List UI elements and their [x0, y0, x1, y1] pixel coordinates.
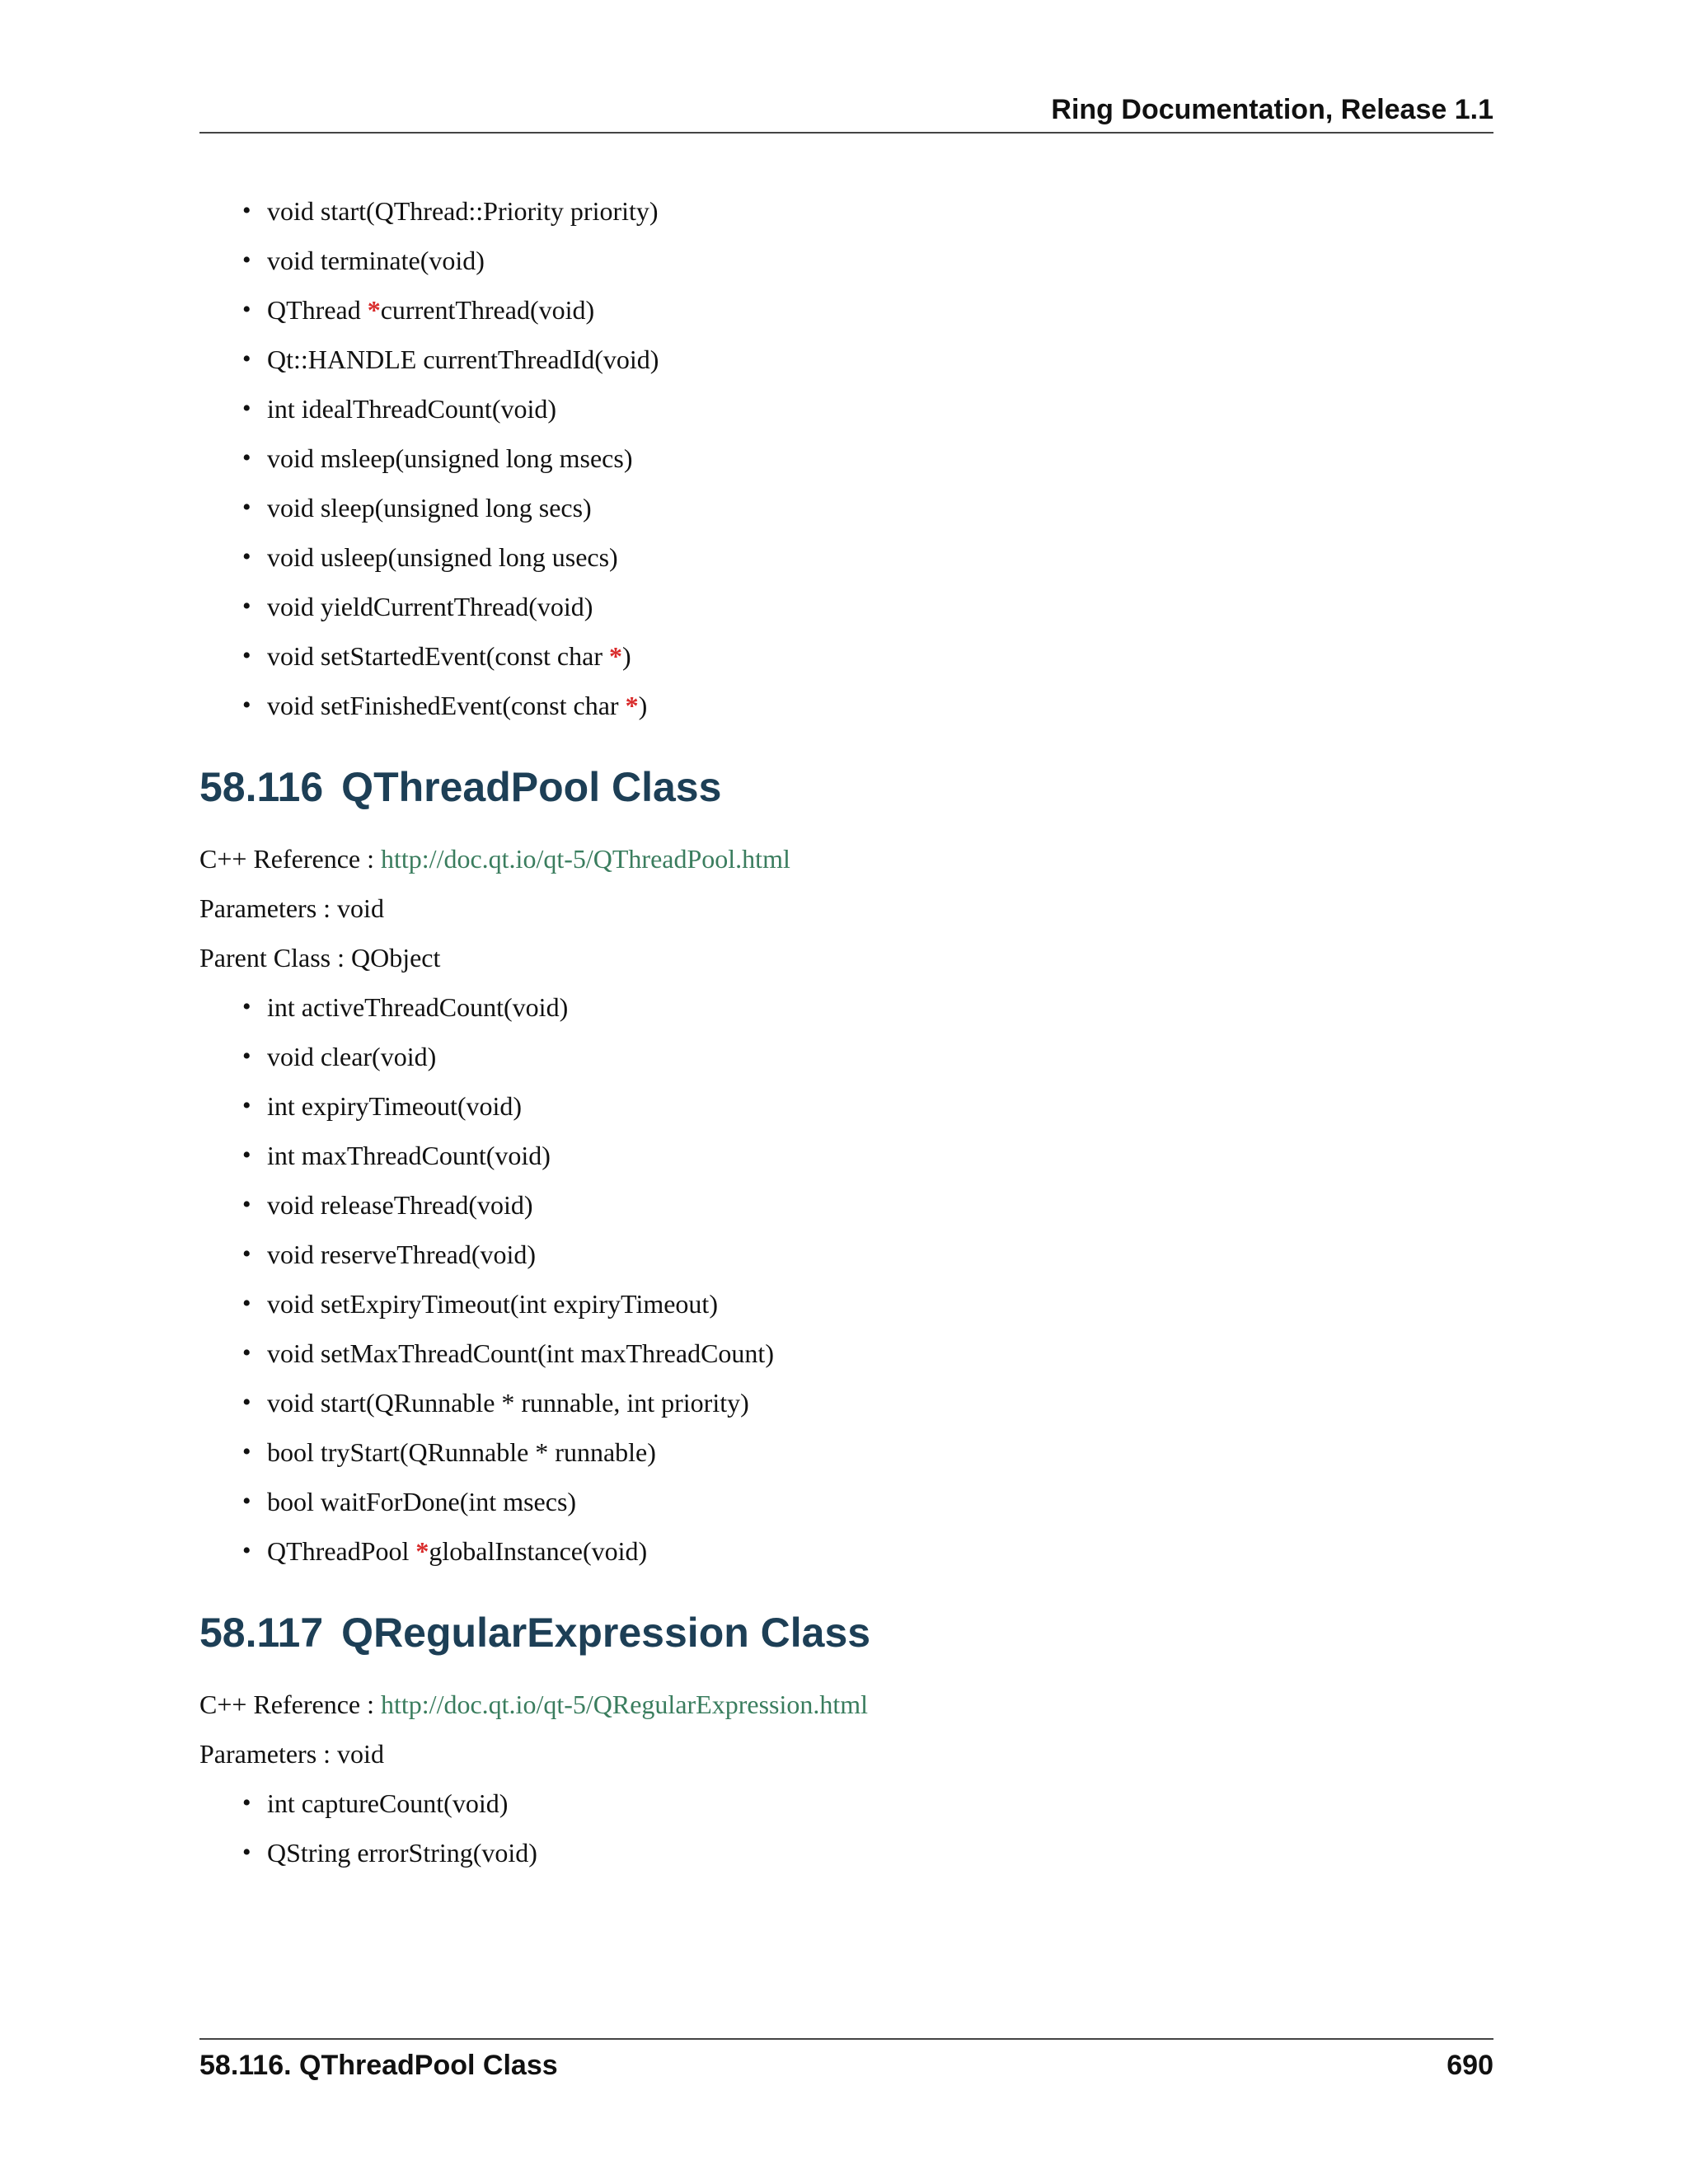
cpp-reference: C++ Reference : http://doc.qt.io/qt-5/QThreadPool.html — [199, 844, 790, 874]
bullet-icon: • — [242, 1339, 251, 1366]
method-item: • void clear(void) — [242, 1042, 437, 1071]
page-content — [199, 194, 1493, 1886]
page-number: 690 — [1447, 2050, 1493, 2081]
bullet-icon: • — [242, 1537, 251, 1564]
method-item: • Qt::HANDLE currentThreadId(void) — [242, 344, 659, 374]
bullet-icon: • — [242, 395, 251, 422]
bullet-icon: • — [242, 246, 251, 274]
page-footer — [199, 2038, 1493, 2089]
qregularexpression-method-list — [199, 1787, 1493, 1869]
parameters: Parameters : void — [199, 1739, 384, 1769]
method-item: • QString errorString(void) — [242, 1838, 537, 1868]
parameters: Parameters : void — [199, 893, 384, 923]
bullet-icon: • — [242, 1043, 251, 1070]
bullet-icon: • — [242, 296, 251, 323]
page-header — [199, 94, 1493, 134]
bullet-icon: • — [242, 1290, 251, 1317]
footer-section-title: 58.116. QThreadPool Class — [199, 2050, 558, 2081]
section-heading-qthreadpool: 58.116 QThreadPool Class — [199, 764, 722, 810]
bullet-icon: • — [242, 543, 251, 570]
bullet-icon: • — [242, 993, 251, 1020]
bullet-icon: • — [242, 345, 251, 373]
method-item: • QThreadPool *globalInstance(void) — [242, 1536, 648, 1566]
method-item: • void setFinishedEvent(const char *) — [242, 691, 648, 720]
pointer-star: * — [608, 641, 622, 671]
section-heading-qregularexpression: 58.117 QRegularExpression Class — [199, 1610, 871, 1656]
qthreadpool-method-list — [199, 991, 1493, 1568]
method-item: • int expiryTimeout(void) — [242, 1091, 523, 1121]
method-item: • int activeThreadCount(void) — [242, 992, 569, 1022]
method-item: • int captureCount(void) — [242, 1788, 509, 1818]
cpp-reference-link[interactable]: http://doc.qt.io/qt-5/QThreadPool.html — [381, 844, 790, 874]
method-item: • int idealThreadCount(void) — [242, 394, 557, 424]
method-item: • void reserveThread(void) — [242, 1240, 537, 1269]
pointer-star: * — [415, 1536, 429, 1566]
method-item: • int maxThreadCount(void) — [242, 1141, 551, 1170]
bullet-icon: • — [242, 642, 251, 669]
method-item: • void start(QThread::Priority priority) — [242, 196, 659, 226]
pointer-star: * — [367, 295, 381, 325]
document-title: Ring Documentation, Release 1.1 — [1051, 94, 1493, 125]
bullet-icon: • — [242, 1488, 251, 1515]
method-item: • QThread *currentThread(void) — [242, 295, 595, 325]
bullet-icon: • — [242, 1438, 251, 1465]
pointer-star: * — [625, 691, 639, 720]
bullet-icon: • — [242, 1389, 251, 1416]
cpp-reference: C++ Reference : http://doc.qt.io/qt-5/QRegularExpression.html — [199, 1690, 869, 1719]
bullet-icon: • — [242, 197, 251, 224]
bullet-icon: • — [242, 1191, 251, 1218]
method-item: • void setExpiryTimeout(int expiryTimeout) — [242, 1289, 718, 1319]
method-item: • void yieldCurrentThread(void) — [242, 592, 593, 621]
bullet-icon: • — [242, 691, 251, 719]
cpp-reference-link[interactable]: http://doc.qt.io/qt-5/QRegularExpression.html — [381, 1690, 869, 1719]
bullet-icon: • — [242, 1839, 251, 1866]
bullet-icon: • — [242, 593, 251, 620]
method-item: • void releaseThread(void) — [242, 1190, 533, 1220]
method-item: • void setStartedEvent(const char *) — [242, 641, 631, 671]
bullet-icon: • — [242, 1240, 251, 1268]
parent-class: Parent Class : QObject — [199, 943, 441, 972]
method-item: • void msleep(unsigned long msecs) — [242, 443, 633, 473]
method-item: • void terminate(void) — [242, 246, 485, 275]
qthread-method-list — [199, 194, 1493, 722]
bullet-icon: • — [242, 494, 251, 521]
bullet-icon: • — [242, 444, 251, 471]
method-item: • void sleep(unsigned long secs) — [242, 493, 592, 523]
bullet-icon: • — [242, 1092, 251, 1119]
bullet-icon: • — [242, 1141, 251, 1169]
bullet-icon: • — [242, 1789, 251, 1816]
method-item: • void usleep(unsigned long usecs) — [242, 542, 618, 572]
method-item: • bool waitForDone(int msecs) — [242, 1487, 577, 1516]
method-item: • bool tryStart(QRunnable * runnable) — [242, 1437, 656, 1467]
method-item: • void start(QRunnable * runnable, int priority) — [242, 1388, 749, 1418]
method-item: • void setMaxThreadCount(int maxThreadCount) — [242, 1338, 774, 1368]
